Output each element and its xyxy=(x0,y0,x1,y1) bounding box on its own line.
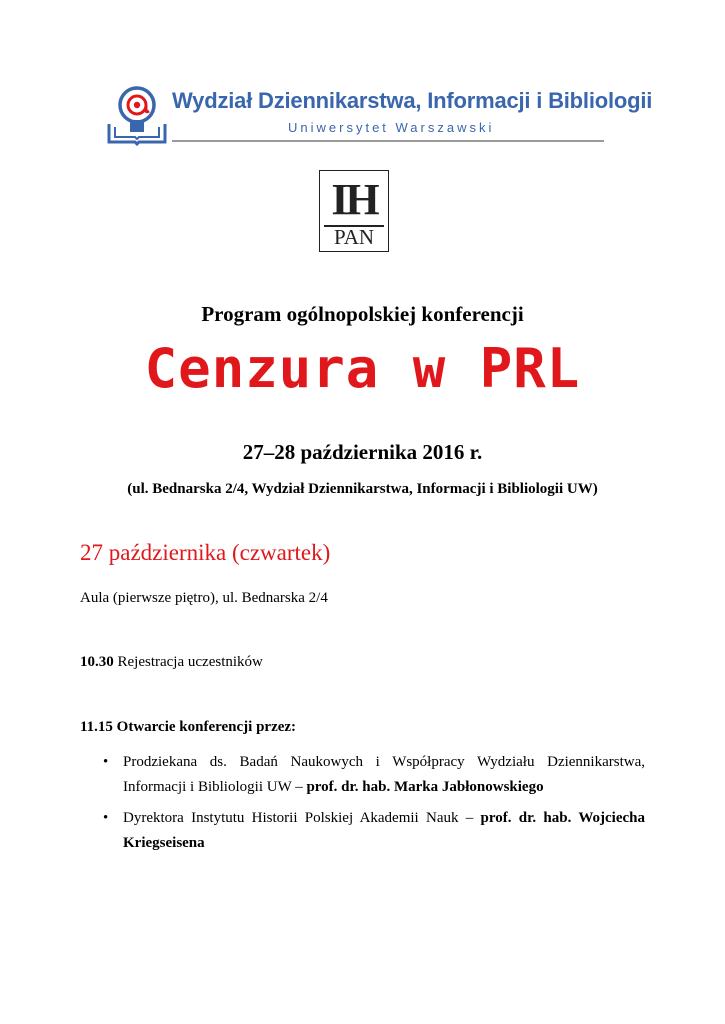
university-name: Uniwersytet Warszawski xyxy=(288,120,495,135)
conference-title: Cenzura w PRL xyxy=(144,337,581,400)
bullet-icon: • xyxy=(103,754,109,770)
speaker-name: prof. dr. hab. Marka Jabłonowskiego xyxy=(306,779,544,795)
session-location: Aula (pierwsze piętro), ul. Bednarska 2/4 xyxy=(80,590,328,606)
faculty-logo xyxy=(106,84,653,148)
speaker-role: Dyrektora Instytutu Historii Polskiej Akademii Nauk – xyxy=(123,810,481,826)
logo-divider xyxy=(172,140,604,142)
agenda-label: Rejestracja uczestników xyxy=(117,654,263,670)
faculty-name: Wydział Dziennikarstwa, Informacji i Bibliologii xyxy=(172,88,653,113)
list-item xyxy=(80,750,645,800)
speaker-role: Prodziekana ds. Badań Naukowych i Współpracy Wydziału Dziennikarstwa, Informacji i Bibliologii UW – xyxy=(123,754,645,795)
program-heading: Program ogólnopolskiej konferencji xyxy=(201,302,524,326)
day-heading: 27 października (czwartek) xyxy=(80,540,331,565)
ihpan-logo xyxy=(319,170,389,252)
opening-speakers-list xyxy=(80,750,645,862)
list-item xyxy=(80,806,645,856)
lightbulb-at-book-icon xyxy=(106,84,168,146)
ihpan-logo-bottom: PAN xyxy=(333,225,375,249)
agenda-item-registration xyxy=(80,654,263,671)
conference-dates: 27–28 października 2016 r. xyxy=(242,440,483,464)
agenda-item-opening: 11.15 Otwarcie konferencji przez: xyxy=(80,719,297,735)
conference-venue: (ul. Bednarska 2/4, Wydział Dziennikarstwa, Informacji i Bibliologii UW) xyxy=(127,481,598,497)
ihpan-logo-top: IH xyxy=(324,175,384,227)
agenda-time: 10.30 xyxy=(80,654,114,670)
speaker-name: prof. dr. hab. Wojciecha Kriegseisena xyxy=(123,810,645,851)
bullet-icon: • xyxy=(103,810,109,826)
